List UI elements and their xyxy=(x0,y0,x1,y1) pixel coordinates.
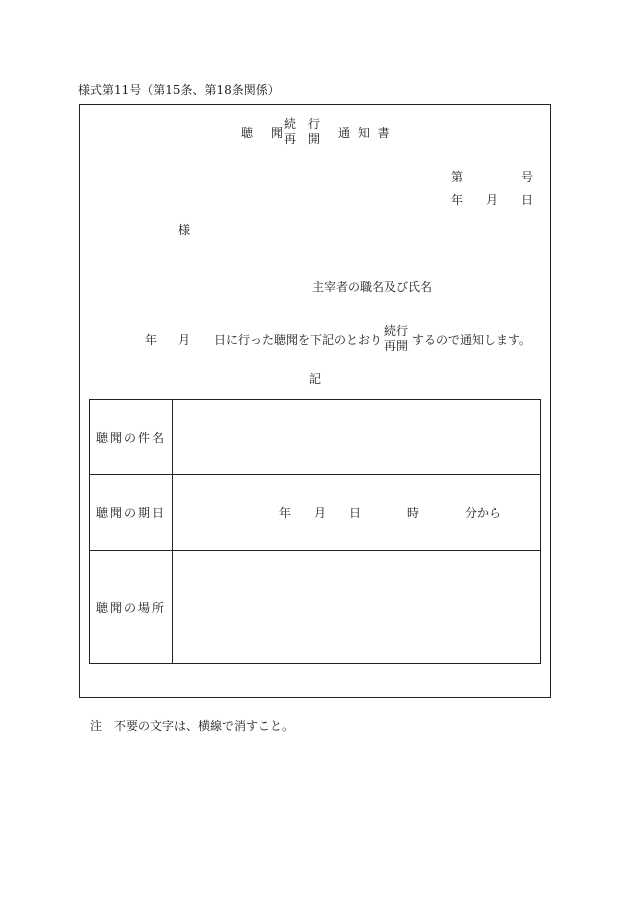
date-part-year: 年 xyxy=(279,506,292,520)
case-name-field[interactable] xyxy=(173,400,541,475)
date-part-day: 日 xyxy=(349,506,362,520)
body-option-zokko: 続行 xyxy=(384,324,409,338)
footnote: 注 不要の文字は、横線で消すこと。 xyxy=(90,719,295,733)
form-number: 様式第11号（第15条、第18条関係） xyxy=(78,83,280,97)
title-prefix: 聴 聞 xyxy=(241,126,287,140)
date-month: 月 xyxy=(486,193,499,207)
body-options xyxy=(384,324,408,354)
title-option-saikai: 再 開 xyxy=(284,132,321,146)
table-row xyxy=(90,400,541,475)
date-part-month: 月 xyxy=(314,506,327,520)
body-month: 月 xyxy=(178,333,191,347)
body-year: 年 xyxy=(145,333,158,347)
hearing-date-field[interactable] xyxy=(173,475,541,551)
body-text-1: 日に行った聴聞を下記のとおり xyxy=(214,333,383,347)
row-label-case-name: 聴聞の件名 xyxy=(90,400,173,475)
hearing-details-table xyxy=(89,399,541,664)
title-suffix: 通 知 書 xyxy=(338,126,392,140)
issuer-label: 主宰者の職名及び氏名 xyxy=(312,280,433,294)
title-option-zokko: 続 行 xyxy=(284,117,321,131)
date-part-hour: 時 xyxy=(407,506,420,520)
row-label-hearing-date: 聴聞の期日 xyxy=(90,475,173,551)
table-row xyxy=(90,551,541,664)
date-year: 年 xyxy=(451,193,464,207)
doc-number-dai: 第 xyxy=(451,170,464,184)
table-row xyxy=(90,475,541,551)
date-day: 日 xyxy=(521,193,534,207)
addressee-suffix: 様 xyxy=(178,223,191,237)
row-label-hearing-place: 聴聞の場所 xyxy=(90,551,173,664)
hearing-place-field[interactable] xyxy=(173,551,541,664)
date-part-minute: 分から xyxy=(465,506,502,520)
body-text-2: するので通知します。 xyxy=(412,333,532,347)
ki-heading: 記 xyxy=(309,372,322,386)
body-option-saikai: 再開 xyxy=(384,339,409,353)
title-options xyxy=(284,117,320,147)
doc-number-go: 号 xyxy=(521,170,534,184)
